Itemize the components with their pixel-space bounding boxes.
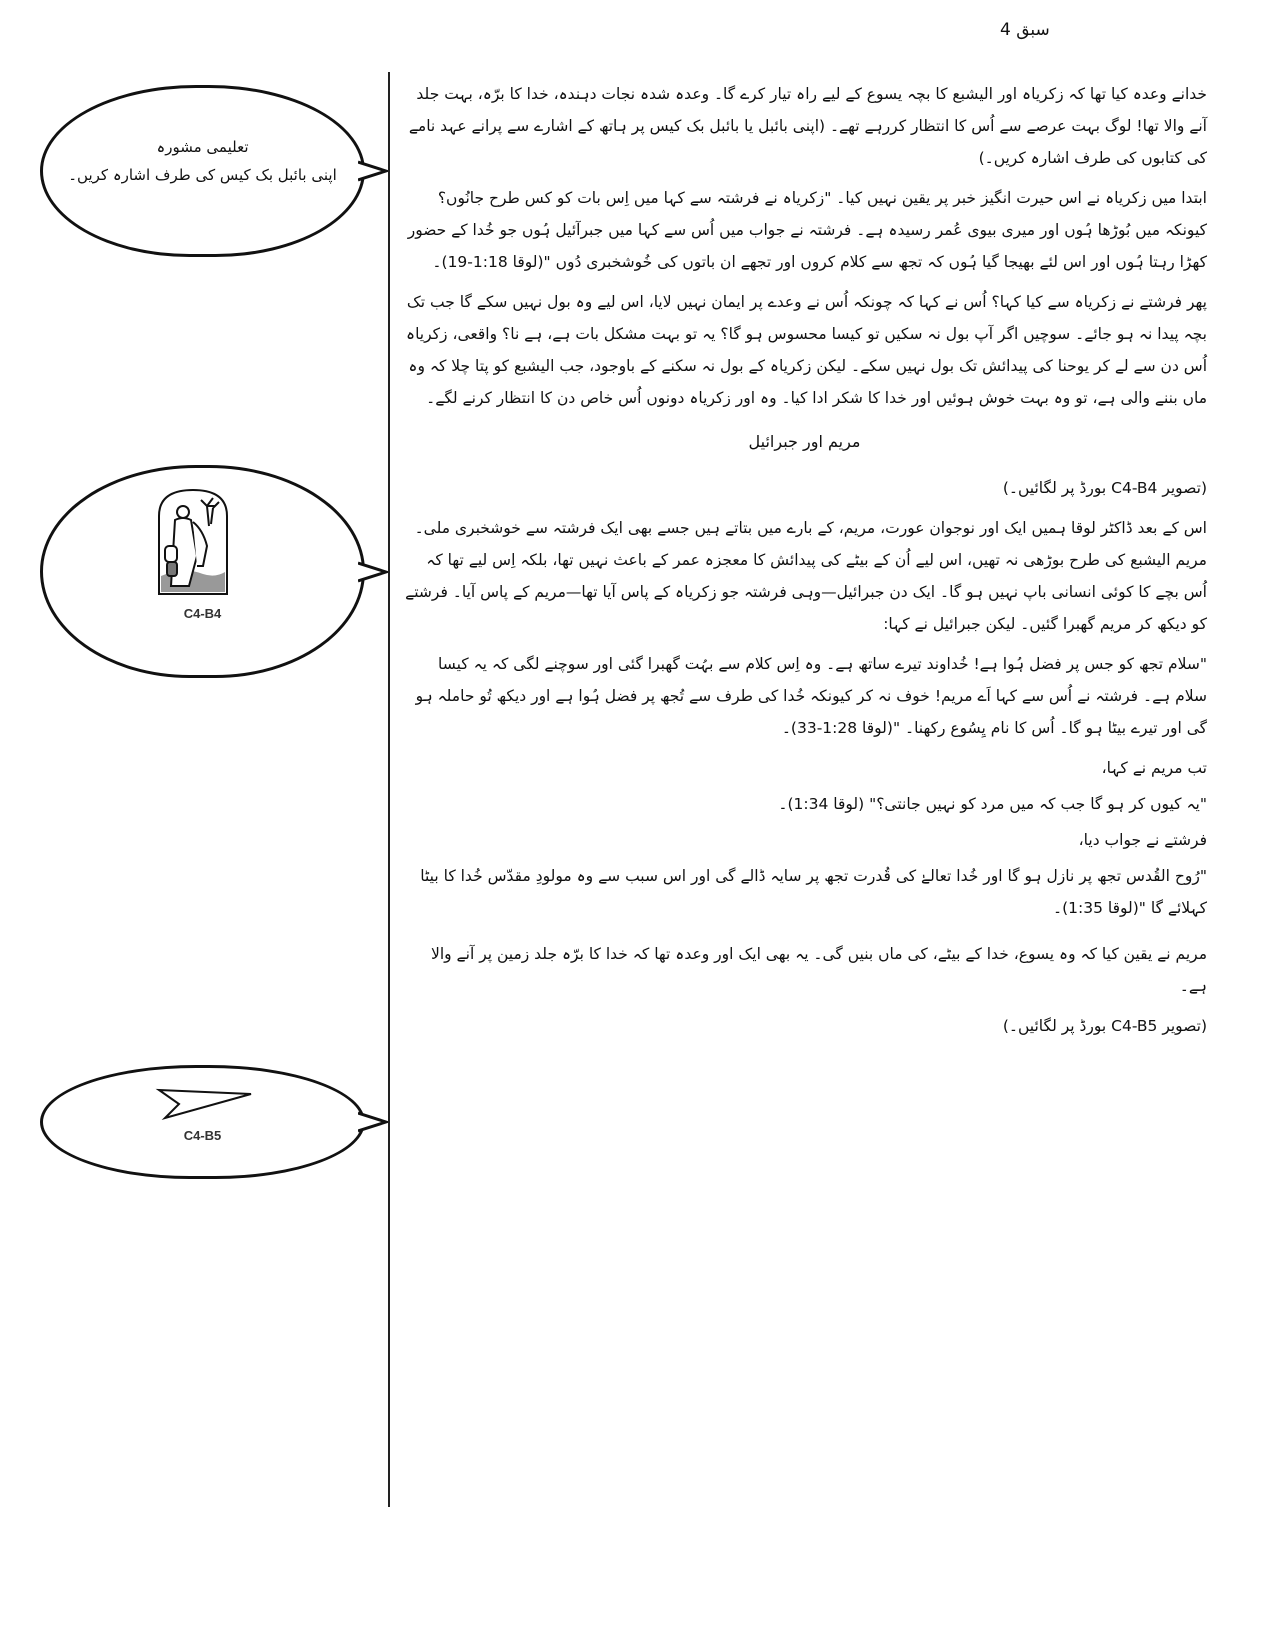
figure-c4-b5-callout <box>40 1065 365 1179</box>
figure-instruction: (تصویر C4-B5 بورڈ پر لگائیں۔) <box>1002 1017 1207 1035</box>
paragraph: پھر فرشتے نے زکریاہ سے کیا کہا؟ اُس نے کہا کہ چونکہ اُس نے وعدے پر ایمان نہیں لایا، اس لیے وہ بول نہیں سکے گا جب تک بچہ پیدا نہ ہو جائے۔ سوچیں اگر آپ بول نہ سکیں تو کیسا محسوس ہو گا؟ یہ تو بہت مشکل بات ہے، ہے نا؟ واقعی، زکریاہ اُس دن سے لے کر یوحنا کی پیدائش تک بول نہیں سکے۔ لیکن زکریاہ کے بول نہ سکنے کے باوجود، جب الیشبع کو پتا چلا کہ وہ ماں بننے والی ہے، تو وہ بہت خوش ہوئیں اور خدا کا شکر ادا کیا۔ وہ اور زکریاہ دونوں اُس خاص دن کا انتظار کرنے لگے۔ <box>406 293 1207 407</box>
paragraph: فرشتے نے جواب دیا، <box>1078 831 1207 849</box>
mary-and-angel-figure <box>153 486 233 596</box>
paragraph: ابتدا میں زکریاہ نے اس حیرت انگیز خبر پر یقین نہیں کیا۔ "زکریاہ نے فرشتہ سے کہا میں اِس بات کو کس طرح جانُوں؟ کیونکہ میں بُوڑھا ہُوں اور میری بیوی عُمر رسیدہ ہے۔ فرشتہ نے جواب میں اُس سے کہا میں جبرآئیل ہُوں جو خُدا کے حضور کھڑا رہتا ہُوں اور اس لئے بھیجا گیا ہُوں کہ تجھ سے کلام کروں اور تجھے ان باتوں کی خُوشخبری دُوں "(لوقا 1:18-19)۔ <box>407 189 1207 271</box>
section-heading: مریم اور جبرائیل <box>748 432 861 451</box>
callout-pointer <box>358 160 388 182</box>
scripture-quote: "یہ کیوں کر ہو گا جب کہ میں مرد کو نہیں جانتی؟" (لوقا 1:34)۔ <box>778 795 1207 813</box>
lesson-number: سبق 4 <box>1000 20 1050 40</box>
callout-pointer <box>358 561 388 583</box>
paragraph: تب مریم نے کہا، <box>1101 759 1207 777</box>
teaching-tip-text: اپنی بائبل بک کیس کی طرف اشارہ کریں۔ <box>68 166 337 184</box>
scripture-quote: "سلام تجھ کو جس پر فضل ہُوا ہے! خُداوند تیرے ساتھ ہے۔ وہ اِس کلام سے بہُت گھبرا گئی اور سوچنے لگی کہ یہ کیسا سلام ہے۔ فرشتہ نے اُس سے کہا اَے مریم! خوف نہ کر کیونکہ خُدا کی طرف سے تُجھ پر فضل ہُوا ہے اور دیکھ تُو حاملہ ہو گی اور تیرے بیٹا ہو گا۔ اُس کا نام یِسُوع رکھنا۔ "(لوقا 1:28-33)۔ <box>415 655 1207 737</box>
figure-label: C4-B4 <box>183 606 222 621</box>
margin-divider <box>388 72 390 1507</box>
lesson-body <box>402 78 1207 1050</box>
figure-c4-b4-callout <box>40 465 365 678</box>
callout-pointer <box>358 1111 388 1133</box>
arrow-figure-icon <box>155 1084 255 1124</box>
teaching-tip-callout <box>40 85 365 257</box>
figure-label: C4-B5 <box>183 1128 222 1143</box>
paragraph: اس کے بعد ڈاکٹر لوقا ہمیں ایک اور نوجوان عورت، مریم، کے بارے میں بتاتے ہیں جسے بھی ایک فرشتہ سے خوشخبری ملی۔ مریم الیشبع کی طرح بوڑھی نہ تھیں، اس لیے اُن کے بیٹے کی پیدائش کا معجزہ عمر کے باعث نہیں تھا، بلکہ اِس لیے تھا کہ اُس بچے کا کوئی انسانی باپ نہیں ہو گا۔ ایک دن جبرائیل—وہی فرشتہ جو زکریاہ کے پاس آیا تھا—مریم کے پاس آیا۔ فرشتے کو دیکھ کر مریم گھبرا گئیں۔ لیکن جبرائیل نے کہا: <box>405 519 1207 633</box>
scripture-quote: "رُوح القُدس تجھ پر نازل ہو گا اور خُدا تعالےٰ کی قُدرت تجھ پر سایہ ڈالے گی اور اس سبب سے وہ مولودِ مقدّس خُدا کا بیٹا کہلائے گا "(لوقا 1:35)۔ <box>420 867 1207 917</box>
teaching-tip-title: تعلیمی مشورہ <box>156 138 249 156</box>
paragraph: مریم نے یقین کیا کہ وہ یسوع، خدا کے بیٹے، کی ماں بنیں گی۔ یہ بھی ایک اور وعدہ تھا کہ خدا کا برّہ جلد زمین پر آنے والا ہے۔ <box>431 945 1207 995</box>
figure-instruction: (تصویر C4-B4 بورڈ پر لگائیں۔) <box>1002 479 1207 497</box>
paragraph: خدانے وعدہ کیا تھا کہ زکریاہ اور الیشبع کا بچہ یسوع کے لیے راہ تیار کرے گا۔ وعدہ شدہ نجات دہندہ، خدا کا برّہ، بہت جلد آنے والا تھا! لوگ بہت عرصے سے اُس کا انتظار کررہے تھے۔ (اپنی بائبل یا بائبل بک کیس پر ہاتھ کے اشارے سے پرانے عہد نامے کی کتابوں کی طرف اشارہ کریں۔) <box>408 85 1207 167</box>
